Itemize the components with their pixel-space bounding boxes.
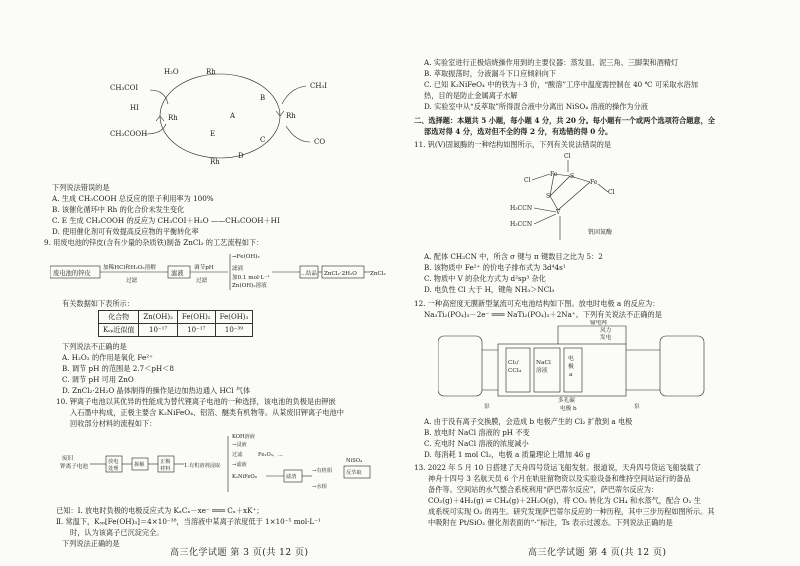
q10-line-3: 回收部分材料的流程如下： [70,419,157,428]
battery-ccl4b: CCl₄ [508,368,522,374]
flow10-n1b: 钾离子电池 [60,464,88,470]
q10-option-c-cont: 热，目的是防止金属离子水解 [424,91,518,100]
flow-node-filtrate2: 滤液 [232,266,244,272]
flow-arrow-filter2: 过滤 [196,278,208,284]
flow10-n6: KOH溶液 [232,434,255,440]
flow10-n15: →水相 [312,484,327,490]
q10-option-a: A. 实验室进行正极焙烧操作用到的主要仪器：蒸发皿、泥三角、三脚架和酒精灯 [424,58,679,67]
struct-caption: 钒固氮酶 [588,229,613,236]
ksp-value-feoh2: 10⁻¹⁷ [177,324,215,337]
footer-page-4: 高三化学试题 第 4 页(共 12 页) [528,548,667,558]
struct-cl-1: Cl [564,153,571,160]
q9-option-a: A. H₂O₂ 的作用是氧化 Fe²⁺ [62,353,153,362]
q8-option-a: A. 生成 CH₃COOH 总反应的原子利用率为 100% [52,194,214,203]
q10-flow-diagram [60,432,390,500]
flow10-n4: 1.有机溶剂浸取 [184,463,221,469]
battery-carbon: 多孔碳 [558,398,575,404]
q9-option-d: D. ZnCl₂·2H₂O 晶体制得的操作是边加热边通入 HCl 气体 [62,386,251,395]
struct-fe-1: Fe [550,171,558,178]
q8-option-c: C. E 生成 CH₃COOH 的反应为 CH₃COI＋H₂O ——CH₃COOH＋HI [52,216,280,225]
q9-stem: 9. 用废电池的锌皮(含有少量的杂质铁)制备 ZnCl₂ 的工艺流程如下： [44,238,264,247]
flow-arrow-znoh2: Zn(OH)₂溶液 [232,283,267,289]
flow10-n3b: 材料 [160,466,171,472]
struct-h3ccn-2: H₃CCN [510,221,533,228]
q13-line-3: 备件等。空间站的水气整合系统利用“萨巴蒂尔反应”，萨巴蒂尔反应为： [428,485,659,494]
flow-node-zncl2: ZnCl₂ [370,271,386,277]
flow10-n3: 正极 [160,459,171,465]
ksp-table [98,310,253,337]
label-a: A [230,112,236,120]
flow-arrow-ph: 调节pH [194,265,214,271]
ksp-value-feoh3: 10⁻³⁹ [215,324,253,337]
q12-stem: 12. 一种高密度无膜新型氯流可充电池结构如下图。放电时电极 a 的反应为： [414,299,660,308]
label-rh-top: Rh [206,68,216,76]
flow-top-feoh3: →Fe(OH)₃ [232,254,260,260]
battery-grid: 输电网 [590,320,607,326]
right-page [404,0,800,566]
q13-line-6: 中吸附在 Pt/SiO₂ 催化剂表面的“·”标注，Ts 表示过渡态。下列说法正确的是 [428,518,673,527]
q13-line-2: 神舟十四号 3 名航天员 6 个月在轨驻留物资以及实验设备和维持空间站运行的备品 [428,474,691,483]
battery-gen: 发电 [600,335,612,341]
battery-wind: 风力 [600,328,612,334]
flow10-n13: 反萃取 [346,470,362,476]
struct-fe-2: Fe [590,179,598,186]
flow10-n10: K₂NiFeO₄ [232,474,257,480]
q8-option-d: D. 使用催化剂可有效提高反应物的平衡转化率 [52,227,199,236]
label-b: B [260,94,266,102]
ksp-header-compound: 化合物 [99,311,139,324]
battery-nacl2: 溶液 [536,368,548,374]
struct-s-1: S [570,173,575,180]
flow-arrow-filter1: 过滤 [126,278,138,284]
flow-node-filtrate1: 滤液 [171,270,184,277]
vanadium-nitrogenase-figure [510,150,640,246]
flow10-n8: 过滤 [232,452,243,458]
ksp-header-znoh2: Zn(OH)₂ [139,311,177,324]
q10-line-1: 10. 钾离子电池以其优异的性能成为替代锂离子电池的一种选择，该电池的负极是由钾嵌 [56,397,336,406]
q11-stem: 11. 钒(Ⅴ)固氮酶的一种结构如图所示，下列有关说法错误的是 [414,140,612,149]
q8-stem: 下列说法错误的是 [52,183,110,192]
q10-option-c: C. 已知 K₂NiFeO₄ 中的铁为＋3 价，“酸溶”工序中温度需控制在 40 ℃ 可采取水浴加 [424,80,698,89]
label-h2o: H₂O [164,68,179,76]
flow-node-zinc: 废电池的锌皮 [53,270,91,277]
section-2-heading: 二、选择题：本题共 5 小题，每小题 4 分，共 20 分。每小题有一个或两个选项符合题意，全 [414,116,715,125]
q11-option-c: C. 物质中 V 的杂化方式为 d²sp³ 杂化 [424,274,546,283]
q10-known-1: 已知：Ⅰ. 放电时负极的电极反应式为 KₓCₓ－xe⁻ ═══ Cₓ＋xK⁺； [56,506,264,515]
battery-elec: 电 [568,356,574,362]
q13-line-5: 成系统可实现 O₂ 的再生。研究发现萨巴蒂尔反应的一种历程，其中三步历程如图所示。其 [428,507,715,516]
flow10-n9: Fe₂O₃、... [258,452,283,458]
ksp-header-feoh3: Fe(OH)₃ [215,311,253,324]
struct-v: V [556,209,561,216]
q11-option-d: D. 电负性 Cl 大于 H，键角 NH₃＞NCl₃ [424,285,555,294]
flow10-n14: NiSO₄ [346,458,363,464]
q13-line-1: 13. 2022 年 5 月 10 日搭建了天舟四号货运飞船发射。报道说，天舟四号货运飞船装载了 [414,463,702,472]
footer-page-3: 高三化学试题 第 3 页(共 12 页) [170,548,309,558]
q10-known-4: 下列说法正确的是 [62,539,120,548]
flow10-n11: 滤渣 [286,474,297,480]
q9-option-b: B. 调节 pH 的范围是 2.7＜pH＜8 [62,364,174,373]
label-hi: HI [130,104,139,112]
q12-equation: Na₃Ti₂(PO₄)₃－2e⁻ ═══ NaTi₂(PO₄)₃＋2Na⁺。下列有关说法不正确的是 [424,310,662,319]
label-e: E [210,130,216,138]
struct-h3ccn-1: H₃CCN [510,205,533,212]
ksp-value-znoh2: 10⁻¹⁷ [139,324,177,337]
flow10-n7: →滤液 [232,462,247,468]
flow10-n2: 拆解 [134,462,145,468]
flow10-n1: 废旧 [62,456,74,462]
label-c: C [260,136,266,144]
section-2-heading-cont: 部选对得 4 分，选对但不全的得 2 分，有选错的得 0 分。 [424,127,613,136]
q13-line-4: CO₂(g)＋4H₂(g) ⇌ CH₄(g)＋2H₂O(g)，将 CO₂ 转化为 CH₄ 和水蒸气，配合 O₂ 生 [428,496,701,505]
label-rh-left: Rh [168,114,178,122]
q12-option-d: D. 每消耗 1 mol Cl₂，电极 a 质量理论上增加 46 g [424,450,591,459]
label-ch3i: CH₃I [310,82,328,90]
q9-flow-diagram [50,250,390,290]
catalytic-cycle-figure [110,60,360,172]
label-ch3cooi: CH₃COI [110,84,139,92]
q12-option-a: A. 由于没有离子交换膜，会造成 b 电极产生的 Cl₂ 扩散到 a 电极 [424,417,633,426]
label-rh-right: Rh [286,112,296,120]
label-rh-bottom: Rh [210,158,220,166]
q11-option-a: A. 配体 CH₃CN 中，所含 σ 键与 π 键数目之比为 5：2 [424,252,603,261]
battery-ccl4: Cl₂/ [508,360,519,366]
struct-cl-2: Cl [608,189,615,196]
flow-node-zncl2-hydrate: ZnCl₂·2H₂O [324,271,357,277]
struct-s-2: S [546,193,551,200]
q9-sub: 下列说法不正确的是 [62,342,127,351]
q11-option-b: B. 该物质中 Fe²⁺ 的价电子排布式为 3d⁴4s¹ [424,263,566,272]
q10-known-3: 时，认为该离子已沉淀完全。 [70,528,164,537]
flow-arrow-znoh: 加0.1 mol·L⁻¹ [232,275,270,281]
flow10-n12: →有机相 [312,468,332,474]
q12-option-c: C. 充电时 NaCl 溶液的浓度减小 [424,439,529,448]
label-co: CO [314,138,326,146]
flow10-n5: →浸液 [232,442,247,448]
ksp-header-feoh2: Fe(OH)₂ [177,311,215,324]
label-ch3cooh: CH₃COOH [110,130,148,138]
q9-option-c: C. 调节 pH 可用 ZnO [62,375,134,384]
label-d: D [238,152,244,160]
flow-arrow-acid: 加稀HCl和H₂O₂溶解 [103,265,156,271]
battery-carbon2: 电极 b [560,406,577,412]
q12-option-b: B. 放电时 NaCl 溶液的 pH 不变 [424,428,530,437]
battery-nacl: NaCl [536,360,551,366]
q10-option-d: D. 实验室中从“反萃取”所得混合液中分离出 NiSO₄ 溶液的操作为分液 [424,102,648,111]
q9-data-intro: 有关数据如下表所示： [62,299,134,308]
q10-known-2: Ⅱ. 常温下，Kₛₚ[Fe(OH)₃]＝4×10⁻³⁸，当溶液中某离子浓度低于 1×10⁻⁵ mol·L⁻¹ [56,517,321,526]
q10-option-b: B. 萃取振荡时，分液漏斗下口应倾斜向下 [424,69,557,78]
flow10-s1b: 处理 [108,466,119,472]
battery-elec3: a [569,372,573,378]
battery-elec2: 极 [568,364,574,370]
ksp-row-label: Kₛₚ近似值 [99,324,139,337]
battery-pump-right: 泵 [634,404,640,410]
flow10-s1: 放电 [108,459,119,465]
flow-battery-figure [438,320,708,412]
struct-cl-3: Cl [524,177,531,184]
q10-line-2: 入石墨中构成，正极主要含 K₂NiFeO₄、铝箔、醚类有机物等。从某废旧钾离子电池中 [70,408,344,417]
battery-pump-left: 泵 [484,404,490,410]
flow-arrow-cryst: ...结晶 [301,271,317,277]
q8-option-b: B. 该催化循环中 Rh 的化合价未发生变化 [52,205,185,214]
